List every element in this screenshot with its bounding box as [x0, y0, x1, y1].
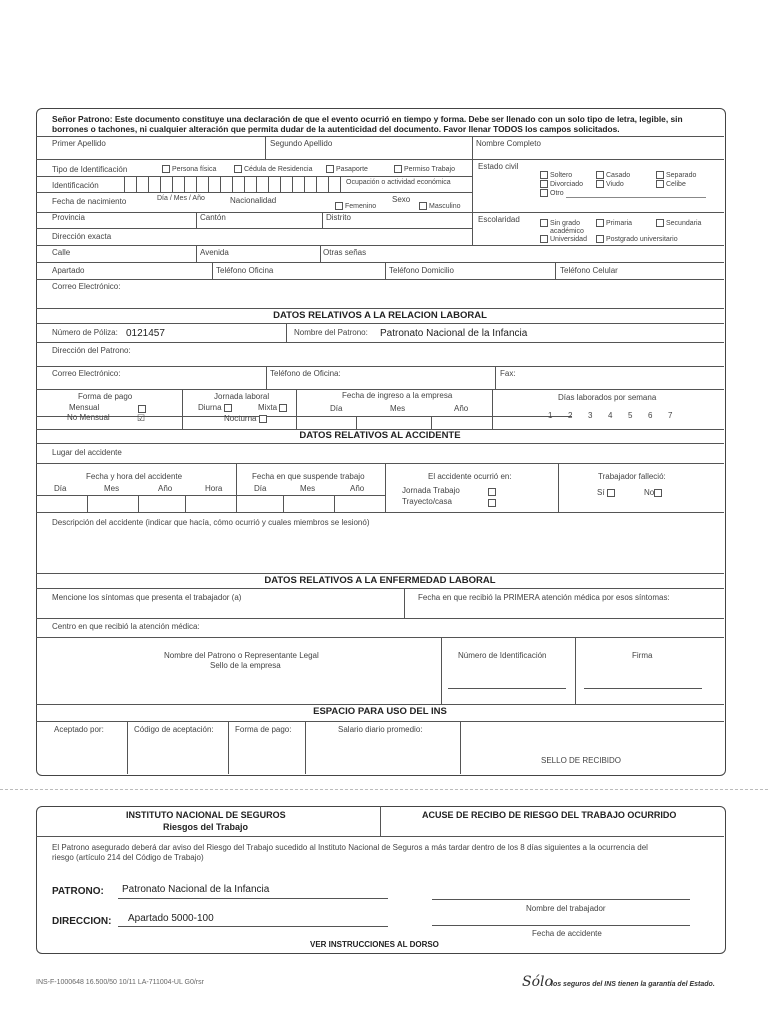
numero-poliza-value[interactable]: 0121457	[126, 328, 165, 339]
accidente-anio-label: Año	[158, 484, 173, 493]
numero-poliza-label: Número de Póliza:	[52, 328, 118, 337]
checkbox-icon	[656, 180, 664, 188]
checkbox-icon	[596, 235, 604, 243]
checkbox-icon	[596, 171, 604, 179]
estado-civil-label: Estado civil	[478, 162, 519, 171]
primer-apellido-label: Primer Apellido	[52, 139, 106, 148]
femenino-option[interactable]: Femenino	[335, 202, 376, 212]
checkbox-icon	[162, 165, 170, 173]
numero-identificacion-label: Número de Identificación	[458, 651, 547, 660]
ingreso-anio-label: Año	[454, 404, 469, 413]
telefono-domicilio-label: Teléfono Domicilio	[389, 266, 454, 275]
nombre-patrono-value[interactable]: Patronato Nacional de la Infancia	[380, 328, 528, 339]
ver-instrucciones: VER INSTRUCCIONES AL DORSO	[310, 940, 439, 949]
checkbox-icon	[540, 189, 548, 197]
salario-promedio-label: Salario diario promedio:	[338, 725, 423, 734]
fax-label: Fax:	[500, 369, 516, 378]
distrito-label: Distrito	[326, 213, 351, 222]
nombre-trabajador-line[interactable]	[432, 899, 690, 900]
accidente-dia-label: Día	[54, 484, 67, 493]
diurna-option[interactable]: Diurna	[198, 403, 234, 413]
direccion-patrono-label: Dirección del Patrono:	[52, 346, 131, 355]
dia-option-4[interactable]: 4	[608, 411, 613, 420]
mensual-label: Mensual	[69, 403, 100, 412]
checkbox-icon	[596, 180, 604, 188]
dia-option-2[interactable]: 2	[568, 411, 573, 420]
dia-option-1[interactable]: 1	[548, 411, 553, 420]
checkbox-icon	[234, 165, 242, 173]
ingreso-mes-label: Mes	[390, 404, 406, 413]
suspende-anio-label: Año	[350, 484, 365, 493]
ingreso-dia-label: Día	[330, 404, 343, 413]
acuse-text-line-2: riesgo (artículo 214 del Código de Trabajo)	[52, 853, 204, 862]
secundaria-option[interactable]: Secundaria	[656, 219, 701, 229]
dia-option-3[interactable]: 3	[588, 411, 593, 420]
descripcion-accidente-label: Descripción del accidente (indicar que hacía, cómo ocurrió y cuales miembros se lesionó)	[52, 518, 370, 527]
firma-label: Firma	[632, 651, 653, 660]
checkbox-icon	[656, 171, 664, 179]
calle-label: Calle	[52, 248, 71, 257]
patrono-value[interactable]: Patronato Nacional de la Infancia	[122, 884, 270, 895]
fecha-accidente-label: Fecha de accidente	[532, 929, 602, 938]
fecha-suspende-label: Fecha en que suspende trabajo	[252, 472, 365, 481]
fecha-accidente-line[interactable]	[432, 925, 690, 926]
separado-option[interactable]: Separado	[656, 171, 696, 181]
checkbox-icon	[326, 165, 334, 173]
checkbox-icon	[335, 202, 343, 210]
telefono-oficina-label: Teléfono Oficina	[216, 266, 274, 275]
sello-recibido-label: SELLO DE RECIBIDO	[541, 756, 622, 765]
direccion-label: DIRECCION:	[52, 916, 112, 927]
identificacion-grid[interactable]	[124, 176, 340, 192]
codigo-aceptacion-label: Código de aceptación:	[134, 725, 214, 734]
postgrado-option[interactable]: Postgrado universitario	[596, 235, 678, 245]
notice-line-2: borrones o tachones, ni cualquier alteración que permita dudar de la autenticidad del documento. Favor llenar TODOS los campos solicitados.	[52, 124, 620, 134]
forma-pago-label: Forma de pago	[78, 392, 133, 401]
cedula-residencia-option[interactable]: Cédula de Residencia	[234, 165, 313, 175]
tipo-identificacion-label: Tipo de Identificación	[52, 165, 128, 174]
checkbox-icon	[540, 180, 548, 188]
academico-label: académico	[550, 228, 584, 235]
ocupacion-label: Ocupación o actividad económica	[346, 179, 451, 186]
checkbox-icon	[596, 219, 604, 227]
accidente-mes-label: Mes	[104, 484, 120, 493]
persona-fisica-option[interactable]: Persona física	[162, 165, 216, 175]
direccion-exacta-label: Dirección exacta	[52, 232, 112, 241]
ocurrio-en-label: El accidente ocurrió en:	[428, 472, 512, 481]
footer-tagline: los seguros del INS tienen la garantía del Estado.	[551, 981, 715, 988]
ins-forma-pago-label: Forma de pago:	[235, 725, 292, 734]
dia-mes-anio-label: Día / Mes / Año	[157, 195, 205, 202]
celibe-option[interactable]: Celibe	[656, 180, 686, 190]
jornada-trabajo-option: Jornada Trabajo	[402, 486, 460, 495]
apartado-label: Apartado	[52, 266, 85, 275]
trayecto-checkbox[interactable]	[488, 499, 496, 507]
mensual-checkbox[interactable]	[138, 405, 146, 413]
primera-atencion-label: Fecha en que recibió la PRIMERA atención médica por esos síntomas:	[418, 593, 670, 602]
suspende-dia-label: Día	[254, 484, 267, 493]
form-code: INS-F-1000648 16.500/50 10/11 LA-711004-UL G0/rsr	[36, 979, 204, 986]
canton-label: Cantón	[200, 213, 226, 222]
direccion-value[interactable]: Apartado 5000-100	[128, 913, 214, 924]
patrono-label: PATRONO:	[52, 886, 104, 897]
enfermedad-section-title: DATOS RELATIVOS A LA ENFERMEDAD LABORAL	[264, 575, 496, 586]
dia-option-5[interactable]: 5	[628, 411, 633, 420]
fallecio-label: Trabajador falleció:	[598, 472, 666, 481]
accidente-hora-label: Hora	[205, 484, 223, 493]
segundo-apellido-label: Segundo Apellido	[270, 139, 333, 148]
aceptado-por-label: Aceptado por:	[54, 725, 104, 734]
checkbox-icon	[656, 219, 664, 227]
acuse-text-line-1: El Patrono asegurado deberá dar aviso del Riesgo del Trabajo sucedido al Instituto Nacional de Seguros a más tardar dentro de los 8 días siguientes a la ocurrencia del	[52, 843, 648, 852]
correo-personal-label: Correo Electrónico:	[52, 282, 121, 291]
checkbox-icon	[607, 489, 615, 497]
telefono-patrono-label: Teléfono de Oficina:	[270, 369, 341, 378]
checkbox-icon	[259, 415, 267, 423]
dia-option-6[interactable]: 6	[648, 411, 653, 420]
checkbox-icon	[279, 404, 287, 412]
jornada-trabajo-checkbox[interactable]	[488, 488, 496, 496]
sintomas-label: Mencione los síntomas que presenta el trabajador (a)	[52, 593, 242, 602]
checkbox-icon	[540, 219, 548, 227]
avenida-label: Avenida	[200, 248, 229, 257]
no-mensual-label: No Mensual	[67, 413, 110, 422]
universidad-option[interactable]: Universidad	[540, 235, 587, 245]
checkbox-icon	[540, 171, 548, 179]
ins-section-title: ESPACIO PARA USO DEL INS	[313, 706, 447, 717]
firma-signature-line[interactable]	[584, 688, 702, 689]
otras-senas-label: Otras señas	[323, 248, 367, 257]
permiso-trabajo-option[interactable]: Permiso Trabajo	[394, 165, 455, 175]
nombre-completo-label: Nombre Completo	[476, 139, 541, 148]
checkbox-icon	[394, 165, 402, 173]
pasaporte-option[interactable]: Pasaporte	[326, 165, 368, 175]
suspende-mes-label: Mes	[300, 484, 316, 493]
nombre-patrono-label: Nombre del Patrono:	[294, 328, 368, 337]
fecha-ingreso-label: Fecha de ingreso a la empresa	[342, 391, 453, 400]
viudo-option[interactable]: Viudo	[596, 180, 624, 190]
lugar-accidente-label: Lugar del accidente	[52, 448, 122, 457]
checkbox-icon	[540, 235, 548, 243]
escolaridad-label: Escolaridad	[478, 215, 520, 224]
trayecto-option: Trayecto/casa	[402, 497, 452, 506]
soltero-option[interactable]: Soltero	[540, 171, 572, 181]
notice-line-1: Señor Patrono: Este documento constituye una declaración de que el evento ocurrió en tiempo y forma. Debe ser llenado con un solo tipo de letra, legible, sin	[52, 114, 683, 124]
dias-laborados-label: Días laborados por semana	[558, 393, 657, 402]
otro-option[interactable]: Otro	[540, 189, 564, 199]
identificacion-signature-line[interactable]	[448, 688, 566, 689]
sin-grado-option[interactable]: Sin grado	[540, 219, 580, 229]
masculino-option[interactable]: Masculino	[419, 202, 461, 212]
divorciado-option[interactable]: Divorciado	[540, 180, 583, 190]
sello-empresa-label: Sello de la empresa	[210, 661, 281, 670]
fallecio-si-option[interactable]: Sí	[597, 488, 617, 498]
dia-option-7[interactable]: 7	[668, 411, 673, 420]
correo-patrono-label: Correo Electrónico:	[52, 369, 121, 378]
nocturna-option[interactable]: Nocturna	[224, 414, 269, 424]
nacionalidad-label: Nacionalidad	[230, 196, 277, 205]
fallecio-no-option[interactable]: No	[644, 488, 664, 498]
accidente-section-title: DATOS RELATIVOS AL ACCIDENTE	[299, 430, 461, 441]
cut-line	[0, 789, 768, 790]
nombre-trabajador-label: Nombre del trabajador	[526, 904, 606, 913]
no-mensual-checkbox[interactable]: ☑	[137, 413, 146, 423]
mixta-option[interactable]: Mixta	[258, 403, 289, 413]
instituto-title: INSTITUTO NACIONAL DE SEGUROS	[126, 810, 286, 820]
sexo-label: Sexo	[392, 195, 411, 204]
checkbox-icon	[224, 404, 232, 412]
fecha-nacimiento-label: Fecha de nacimiento	[52, 197, 127, 206]
solo-logo: Sólo	[522, 974, 553, 990]
telefono-celular-label: Teléfono Celular	[560, 266, 618, 275]
casado-option[interactable]: Casado	[596, 171, 630, 181]
fecha-hora-accidente-label: Fecha y hora del accidente	[86, 472, 183, 481]
nombre-representante-label: Nombre del Patrono o Representante Legal	[164, 651, 319, 660]
laboral-section-title: DATOS RELATIVOS A LA RELACION LABORAL	[273, 310, 487, 321]
acuse-box	[36, 806, 726, 954]
riesgos-trabajo-title: Riesgos del Trabajo	[163, 822, 249, 832]
checkbox-icon	[419, 202, 427, 210]
primaria-option[interactable]: Primaria	[596, 219, 632, 229]
jornada-laboral-label: Jornada laboral	[214, 392, 270, 401]
main-form	[36, 108, 726, 776]
provincia-label: Provincia	[52, 213, 85, 222]
centro-atencion-label: Centro en que recibió la atención médica:	[52, 622, 200, 631]
checkbox-icon	[654, 489, 662, 497]
identificacion-label: Identificación	[52, 181, 99, 190]
acuse-title: ACUSE DE RECIBO DE RIESGO DEL TRABAJO OCURRIDO	[422, 810, 677, 820]
